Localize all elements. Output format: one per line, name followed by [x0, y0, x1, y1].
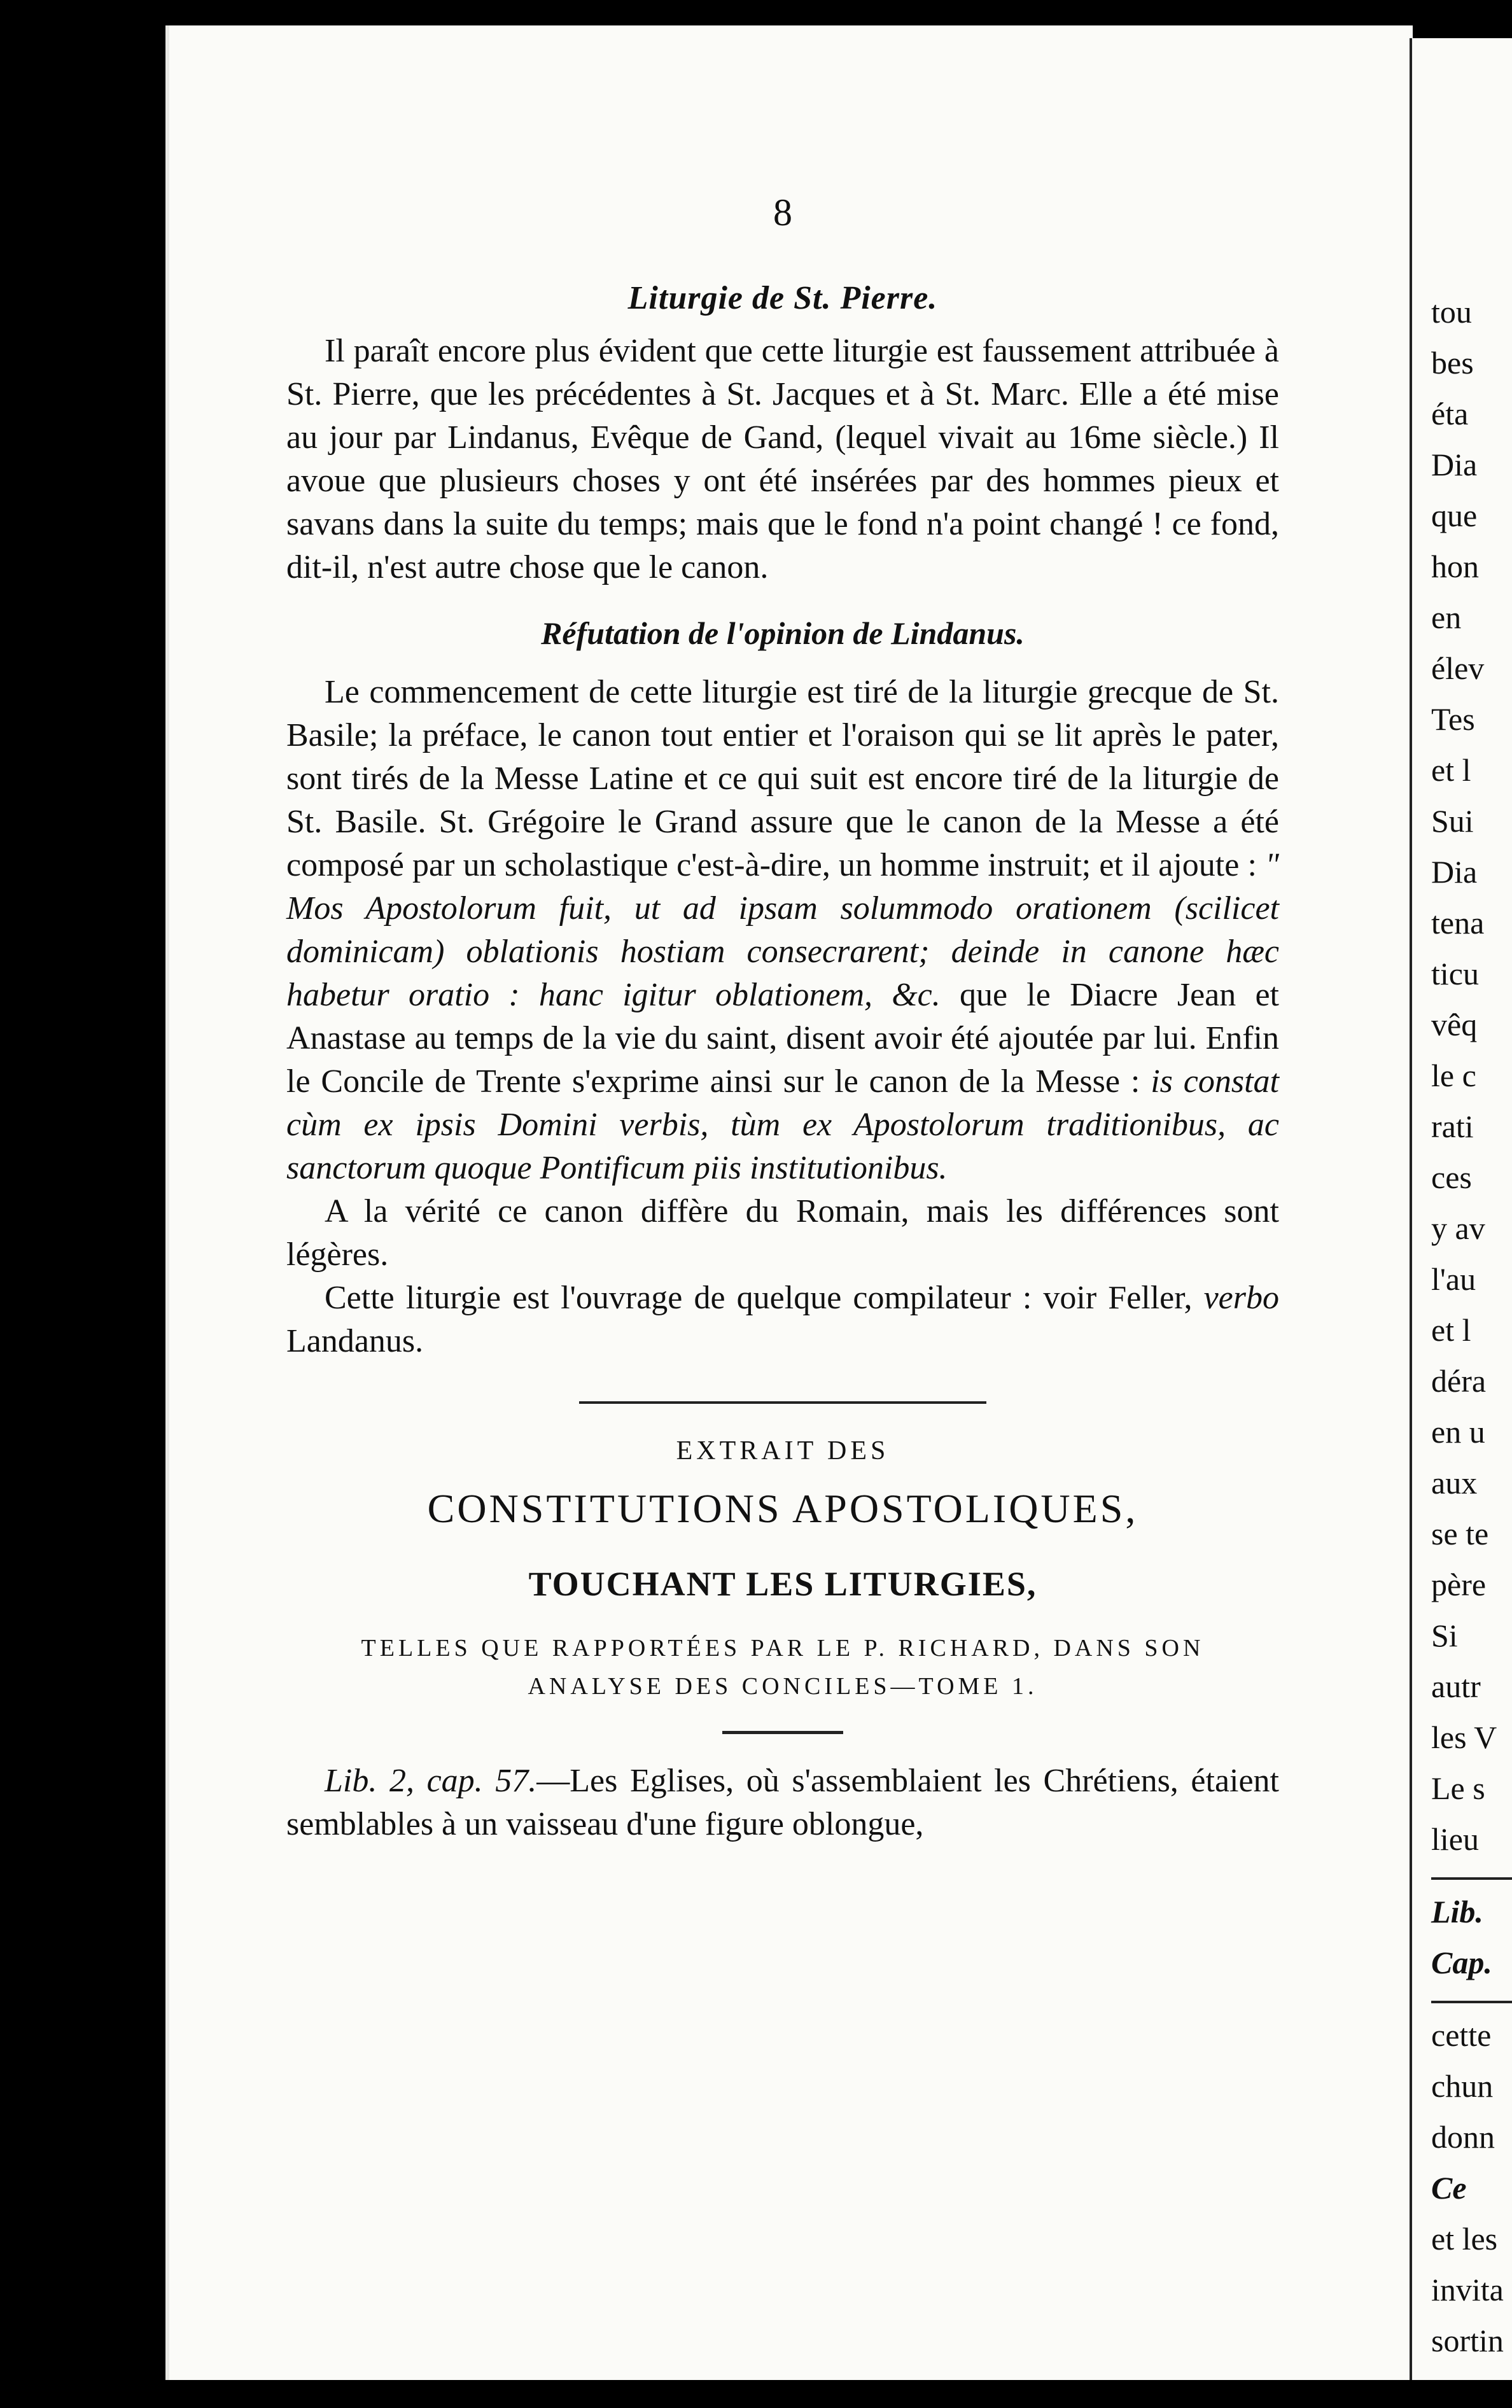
right-fragment: père [1431, 1567, 1487, 1602]
telles-line-2: ANALYSE DES CONCILES—TOME 1. [528, 1673, 1038, 1700]
right-page-fragments [1431, 286, 1512, 2366]
section-heading-liturgie-st-pierre: Liturgie de St. Pierre. [627, 280, 938, 316]
right-fragment: Dia [1431, 447, 1478, 482]
right-fragment: cette [1431, 2017, 1492, 2053]
paragraph-st-pierre: Il paraît encore plus évident que cette liturgie est faussement attribuée à St. Pierre, que les précédentes à St. Jacques et à St. Marc. Elle a été mise au jour par Lindanus, Evêque de Gand, (lequel vivait au 16me siècle.) Il avoue que plusieurs choses y ont été insérées par des hommes pieux et savans dans la suite du temps; mais que le fond n'a point changé ! ce fond, dit-il, n'est autre chose que le canon. [286, 333, 1279, 585]
compilateur-italic: verbo [1203, 1280, 1279, 1316]
right-fragment: Le s [1431, 1770, 1485, 1806]
right-divider [1431, 2001, 1512, 2003]
constitutions-heading: CONSTITUTIONS APOSTOLIQUES, [427, 1486, 1138, 1531]
latin-quote-trente: is constat cùm ex ipsis Domini verbis, tùm ex Apostolorum traditionibus, ac sanctorum quoque Pontificum piis institutionibus. [286, 1063, 1279, 1186]
right-fragment: autr [1431, 1669, 1481, 1704]
right-fragment: rati [1431, 1109, 1474, 1144]
right-footnote: Cap. [1431, 1945, 1492, 1980]
right-fragment: invita [1431, 2272, 1504, 2307]
right-fragment: en u [1431, 1414, 1485, 1450]
left-page [165, 25, 1413, 2380]
right-fragment: hon [1431, 549, 1479, 584]
right-fragment: le c [1431, 1058, 1476, 1093]
right-fragment: ticu [1431, 956, 1479, 991]
right-fragment: ces [1431, 1159, 1472, 1195]
right-fragment: tou [1431, 294, 1472, 330]
section-heading-refutation: Réfutation de l'opinion de Lindanus. [541, 615, 1025, 651]
right-fragment: les V [1431, 1719, 1497, 1755]
extrait-heading: EXTRAIT DES [676, 1436, 890, 1466]
telles-line-1: TELLES QUE RAPPORTÉES PAR LE P. RICHARD, DANS SON [361, 1635, 1205, 1662]
right-fragment: Si [1431, 1618, 1458, 1653]
lib-text: —Les Eglises, où s'assemblaient les Chrétiens, étaient semblables à un vaisseau d'une figure oblongue, [286, 1763, 1279, 1842]
right-fragment: Ce [1431, 2170, 1467, 2206]
right-fragment: vêq [1431, 1007, 1478, 1042]
right-fragment: lieu [1431, 1821, 1479, 1857]
right-fragment: donn [1431, 2119, 1495, 2155]
refutation-text-2: que le Diacre Jean et Anastase au temps de la vie du saint, disent avoir été ajoutée par lui. Enfin le Concile de Trente s'exprime ainsi sur le canon de la Messe : [286, 977, 1280, 1100]
paragraph-compilateur [286, 1277, 1279, 1363]
page-number: 8 [773, 192, 792, 234]
compilateur-text-2: Landanus. [286, 1323, 424, 1359]
right-page-edge [1410, 38, 1512, 2380]
latin-quote-mos-apostolorum: " Mos Apostolorum fuit, ut ad ipsam solummodo orationem (scilicet dominicam) oblationis hostiam consecrarent; deinde in canone hæc habetur oratio : hanc igitur oblationem, &c. [286, 847, 1279, 1013]
compilateur-text-1: Cette liturgie est l'ouvrage de quelque compilateur : voir Feller, [325, 1280, 1193, 1316]
touchant-heading: TOUCHANT LES LITURGIES, [528, 1565, 1037, 1603]
right-fragment: aux [1431, 1465, 1478, 1501]
right-fragment: Sui [1431, 803, 1474, 839]
page-content [286, 191, 1279, 1846]
right-fragment: y av [1431, 1210, 1485, 1246]
paragraph-refutation [286, 671, 1279, 1190]
right-fragment: sortin [1431, 2323, 1504, 2358]
right-fragment: et les [1431, 2221, 1498, 2257]
right-fragment: élev [1431, 650, 1485, 686]
divider-rule-short [722, 1731, 843, 1734]
right-fragment: se te [1431, 1516, 1489, 1551]
right-fragment: et l [1431, 752, 1471, 788]
divider-rule [579, 1401, 986, 1404]
refutation-text-1: Le commencement de cette liturgie est tiré de la liturgie grecque de St. Basile; la préface, le canon tout entier et l'oraison qui se lit après le pater, sont tirés de la Messe Latine et ce qui suit est encore tiré de la liturgie de St. Basile. St. Grégoire le Grand assure que le canon de la Messe a été composé par un scholastique c'est-à-dire, un homme instruit; et il ajoute : [286, 674, 1279, 883]
right-fragment: que [1431, 498, 1478, 533]
right-fragment: Tes [1431, 701, 1475, 737]
right-fragment: tena [1431, 905, 1485, 941]
right-fragment: en [1431, 599, 1462, 635]
lib-reference: Lib. 2, cap. 57. [325, 1763, 537, 1799]
right-fragment: éta [1431, 396, 1469, 431]
right-fragment: bes [1431, 345, 1474, 381]
right-fragment: l'au [1431, 1261, 1476, 1297]
right-fragment: chun [1431, 2068, 1494, 2104]
right-fragment: et l [1431, 1312, 1471, 1348]
right-footnote: Lib. [1431, 1894, 1483, 1929]
right-fragment: Dia [1431, 854, 1478, 890]
paragraph-differences: A la vérité ce canon diffère du Romain, mais les différences sont légères. [286, 1193, 1279, 1273]
right-divider [1431, 1877, 1512, 1880]
paragraph-lib-2 [286, 1760, 1279, 1846]
right-fragment: déra [1431, 1363, 1487, 1399]
